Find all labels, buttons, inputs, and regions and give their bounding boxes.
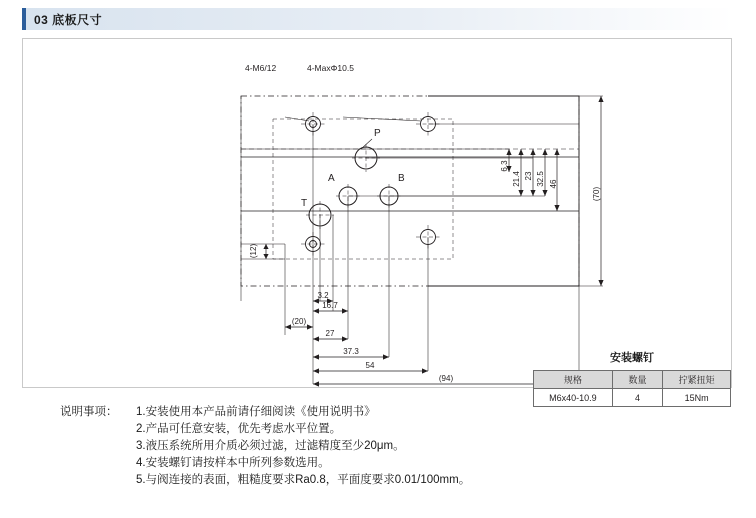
table-header-row bbox=[534, 371, 731, 389]
drawing-frame bbox=[22, 38, 732, 403]
note-item-4: 4.安装螺钉请按样本中所列参数选用。 bbox=[136, 457, 330, 469]
section-header bbox=[22, 8, 734, 30]
dim-32-5-label: 32.5 bbox=[536, 171, 545, 187]
plate-solid-edge bbox=[428, 96, 579, 286]
dim-20-label: (20) bbox=[291, 317, 307, 326]
dim-94-label: (94) bbox=[438, 374, 454, 383]
notes-label: 说明事项： bbox=[60, 406, 118, 418]
note-item-1: 1.安装使用本产品前请仔细阅读《使用说明书》 bbox=[136, 406, 376, 418]
vertical-arrowheads bbox=[263, 96, 603, 286]
screw-table-title: 安装螺钉 bbox=[610, 352, 654, 364]
baseplate-dimension-drawing bbox=[23, 39, 733, 389]
note-item-2: 2.产品可任意安装，优先考虑水平位置。 bbox=[136, 423, 342, 435]
page-title: 03 底板尺寸 bbox=[34, 12, 103, 27]
hole-callout-label: 4-MaxΦ10.5 bbox=[307, 63, 354, 73]
note-item-5: 5.与阀连接的表面，粗糙度要求Ra0.8，平面度要求0.01/100mm。 bbox=[136, 474, 471, 486]
port-b-label: B bbox=[398, 173, 405, 184]
header-accent-bar bbox=[22, 8, 26, 30]
dim-16-7-label: 16.7 bbox=[322, 301, 338, 310]
mounting-holes bbox=[301, 112, 440, 256]
dim-12-label: (12) bbox=[249, 243, 258, 259]
vertical-dimension-extension-lines bbox=[241, 96, 603, 286]
dim-3-2-label: 3.2 bbox=[317, 291, 329, 300]
column-header-torque: 拧紧扭矩 bbox=[663, 371, 731, 389]
notes-block bbox=[60, 404, 720, 489]
dim-21-4-label: 21.4 bbox=[512, 171, 521, 187]
column-header-spec: 规格 bbox=[534, 371, 613, 389]
port-t-label: T bbox=[301, 198, 308, 209]
dim-37-3-label: 37.3 bbox=[343, 347, 359, 356]
thread-callout-label: 4-M6/12 bbox=[245, 63, 277, 73]
note-line bbox=[60, 438, 720, 455]
column-header-qty: 数量 bbox=[612, 371, 662, 389]
port-p-label: P bbox=[374, 128, 381, 139]
note-line bbox=[60, 455, 720, 472]
cell-qty: 4 bbox=[612, 389, 662, 407]
inner-construction-rect bbox=[273, 119, 453, 259]
dim-27-label: 27 bbox=[325, 329, 335, 338]
dim-54-label: 54 bbox=[365, 361, 375, 370]
dim-70-label: (70) bbox=[592, 186, 601, 202]
horizontal-dimension-extension-lines bbox=[241, 96, 579, 384]
note-line bbox=[60, 421, 720, 438]
note-item-3: 3.液压系统所用介质必须过滤，过滤精度至少20μm。 bbox=[136, 440, 405, 452]
dim-23-label: 23 bbox=[524, 171, 533, 181]
note-line bbox=[60, 404, 720, 421]
plate-outline bbox=[241, 96, 579, 286]
dim-6-3-label: 6.3 bbox=[500, 160, 509, 172]
cell-spec: M6x40-10.9 bbox=[534, 389, 613, 407]
port-a-label: A bbox=[328, 173, 335, 184]
mounting-screw-table bbox=[533, 349, 731, 407]
note-line bbox=[60, 472, 720, 489]
dim-46-label: 46 bbox=[549, 179, 558, 189]
cell-torque: 15Nm bbox=[663, 389, 731, 407]
